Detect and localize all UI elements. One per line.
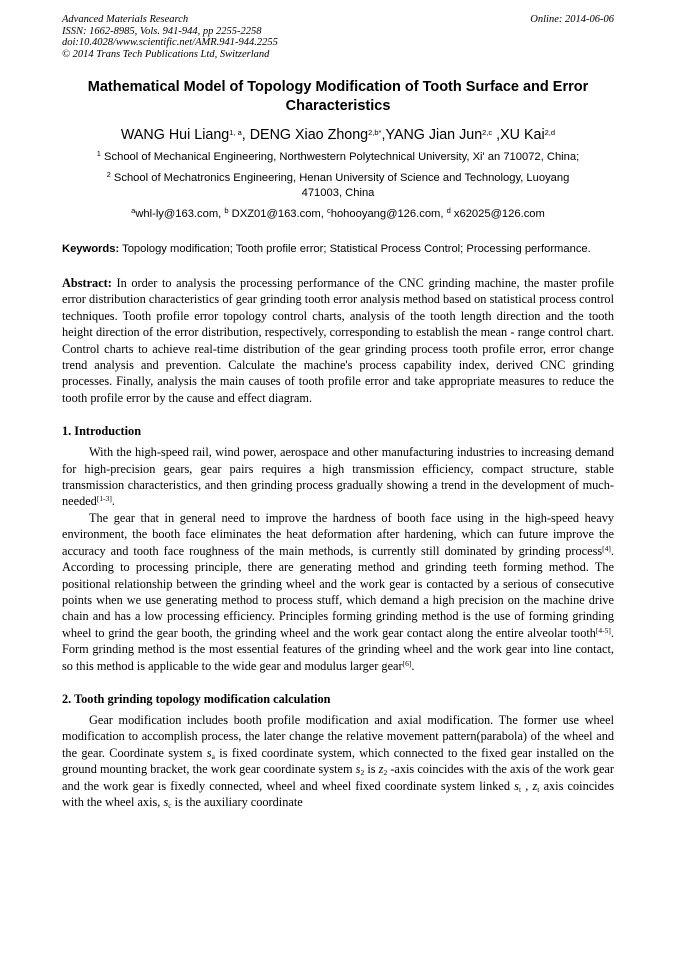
- section2-paragraph: [62, 712, 614, 810]
- keywords-label: Keywords:: [62, 243, 120, 255]
- author-name: XU Kai: [500, 127, 545, 143]
- paragraph-text: .: [111, 494, 115, 509]
- affiliation-2: [62, 171, 614, 201]
- math-symbol: s: [206, 745, 212, 760]
- paragraph-text: -axis coincides with the axis of the work gear and the work gear is fixedly connected, wheel and wheel fixed coordinate system linked: [62, 762, 614, 793]
- affiliation-number: 2: [106, 170, 111, 179]
- section-heading-introduction: 1. Introduction: [62, 424, 142, 439]
- email-address[interactable]: x62025@126.com: [450, 208, 545, 220]
- author-list: [62, 126, 614, 144]
- title-line-1: Mathematical Model of Topology Modification of Tooth Surface and Error: [87, 79, 589, 95]
- section-heading-topology: 2. Tooth grinding topology modification calculation: [62, 691, 331, 706]
- math-subscript: t: [518, 784, 522, 794]
- title-line-2: Characteristics: [285, 98, 391, 114]
- keywords: [62, 242, 614, 256]
- paragraph-text: is fixed coordinate system, which connected to the fixed gear installed on the ground mounting bracket, the work gear coordinate system: [62, 745, 614, 777]
- paragraph-text: . Form grinding method is the most essential features of the grinding wheel and the work gear into line contact, so this method is applicable to the wide gear and modulus larger gear: [62, 625, 614, 673]
- online-date: Online: 2014-06-06: [530, 14, 614, 25]
- math-subscript: 2: [360, 768, 365, 778]
- email-address[interactable]: DXZ01@163.com,: [228, 208, 327, 220]
- abstract: [62, 275, 614, 406]
- author-superscript: 2,d: [544, 128, 556, 137]
- affiliation-1: [62, 150, 614, 165]
- paragraph-text: .: [411, 658, 415, 673]
- issn-line: ISSN: 1662-8985, Vols. 941-944, pp 2255-2258: [62, 25, 262, 37]
- math-symbol: s: [514, 778, 519, 793]
- introduction-paragraph-2: [62, 510, 614, 674]
- affiliation-text-cont: 471003, China: [301, 187, 375, 199]
- citation: [4-5]: [595, 625, 611, 635]
- email-address[interactable]: whl-ly@163.com,: [135, 208, 225, 220]
- citation: [1-3]: [96, 494, 112, 504]
- math-symbol: s: [355, 762, 361, 777]
- email-superscript: b: [224, 206, 229, 215]
- email-superscript: c: [326, 206, 331, 215]
- email-list: [62, 207, 614, 222]
- paragraph-text: ,: [521, 778, 533, 793]
- paragraph-text: axis coincides with the wheel axis,: [62, 778, 614, 809]
- math-subscript: a: [211, 751, 215, 761]
- math-subscript: t: [537, 784, 540, 794]
- author-separator: ,: [492, 127, 501, 143]
- paragraph-text: The gear that in general need to improve the hardness of booth face using in the high-speed heavy environment, the booth face eliminates the heat deformation after hardening, which can future improve the accuracy and tooth face roughness of the main methods, is currently still dominated by grinding process: [62, 510, 614, 558]
- paper-page: [62, 14, 614, 810]
- email-superscript: a: [131, 206, 136, 215]
- paragraph-text: . According to processing principle, there are generating method and grinding teeth forming method. The positional relationship between the grinding wheel and the work gear is contacted by a serious of consecutive points when we use generating method to process stuff, which demand a high precision on the machine drive chain and has a low processing efficiency. Principles forming grinding method is the use of forming grinding wheel to grind the gear booth, the grinding wheel and the work gear contact along the entire alveolar tooth: [62, 543, 614, 640]
- paragraph-text: is the auxiliary coordinate: [171, 794, 303, 809]
- email-address[interactable]: hohooyang@126.com,: [330, 208, 447, 220]
- paragraph-text: With the high-speed rail, wind power, aerospace and other manufacturing industries to increasing demand for high-precision gears, gear pairs requires a high transmission efficiency, compact structure, stable transmission characteristics, and then grinding process gradually showing a trend in the development of much-needed: [62, 445, 614, 509]
- author-superscript: 1, a: [229, 128, 242, 137]
- introduction-paragraph-1: [62, 444, 614, 510]
- affiliation-text: School of Mechanical Engineering, Northwestern Polytechnical University, Xi' an 710072, China;: [104, 151, 580, 163]
- abstract-text: In order to analysis the processing performance of the CNC grinding machine, the master profile error distribution characteristics of gear grinding tooth error analysis method based on statistical process control techniques. Tooth profile error topology control charts, analysis of the tooth length direction and the tooth height direction of the error distribution, respectively, corresponding to establish the mean - range control chart. Control charts to achieve real-time distribution of the gear grinding process tooth profile error, error change trend analysis and prevention. Calculate the machine's process capability index, derived CNC grinding processes. Finally, analysis the main causes of tooth profile error and take appropriate measures to reduce the tooth profile error by the cause and effect diagram.: [62, 276, 614, 405]
- author-name: WANG Hui Liang: [120, 127, 230, 143]
- author-separator: ,: [381, 127, 386, 143]
- copyright-line: © 2014 Trans Tech Publications Ltd, Switzerland: [62, 48, 270, 60]
- keywords-text: Topology modification; Tooth profile error; Statistical Process Control; Processing performance.: [119, 243, 591, 255]
- doi-line: doi:10.4028/www.scientific.net/AMR.941-944.2255: [62, 37, 278, 48]
- math-subscript: c: [168, 800, 172, 810]
- math-symbol: z: [378, 762, 384, 777]
- paper-title: [62, 78, 614, 116]
- affiliation-text: School of Mechatronics Engineering, Henan University of Science and Technology, Luoyang: [113, 172, 570, 184]
- math-symbol: s: [163, 794, 169, 809]
- paragraph-text: is: [364, 762, 379, 777]
- email-superscript: d: [446, 206, 451, 215]
- citation: [6]: [402, 658, 412, 668]
- abstract-label: Abstract:: [62, 276, 112, 290]
- author-superscript: 2,b*: [368, 128, 382, 137]
- author-name: DENG Xiao Zhong: [249, 127, 369, 143]
- author-name: YANG Jian Jun: [385, 127, 483, 143]
- journal-name: Advanced Materials Research: [62, 14, 189, 25]
- citation: [4]: [602, 543, 611, 553]
- math-subscript: 2: [383, 768, 388, 778]
- author-superscript: 2,c: [482, 128, 493, 137]
- author-separator: ,: [241, 127, 250, 143]
- paragraph-text: Gear modification includes booth profile modification and axial modification. The former use wheel modification to accomplish process, the later change the relative movement pattern(parabola) of the wheel and the gear. Coordinate system: [62, 712, 614, 760]
- running-header: [62, 14, 614, 26]
- affiliation-number: 1: [96, 149, 101, 158]
- math-symbol: z: [532, 778, 538, 793]
